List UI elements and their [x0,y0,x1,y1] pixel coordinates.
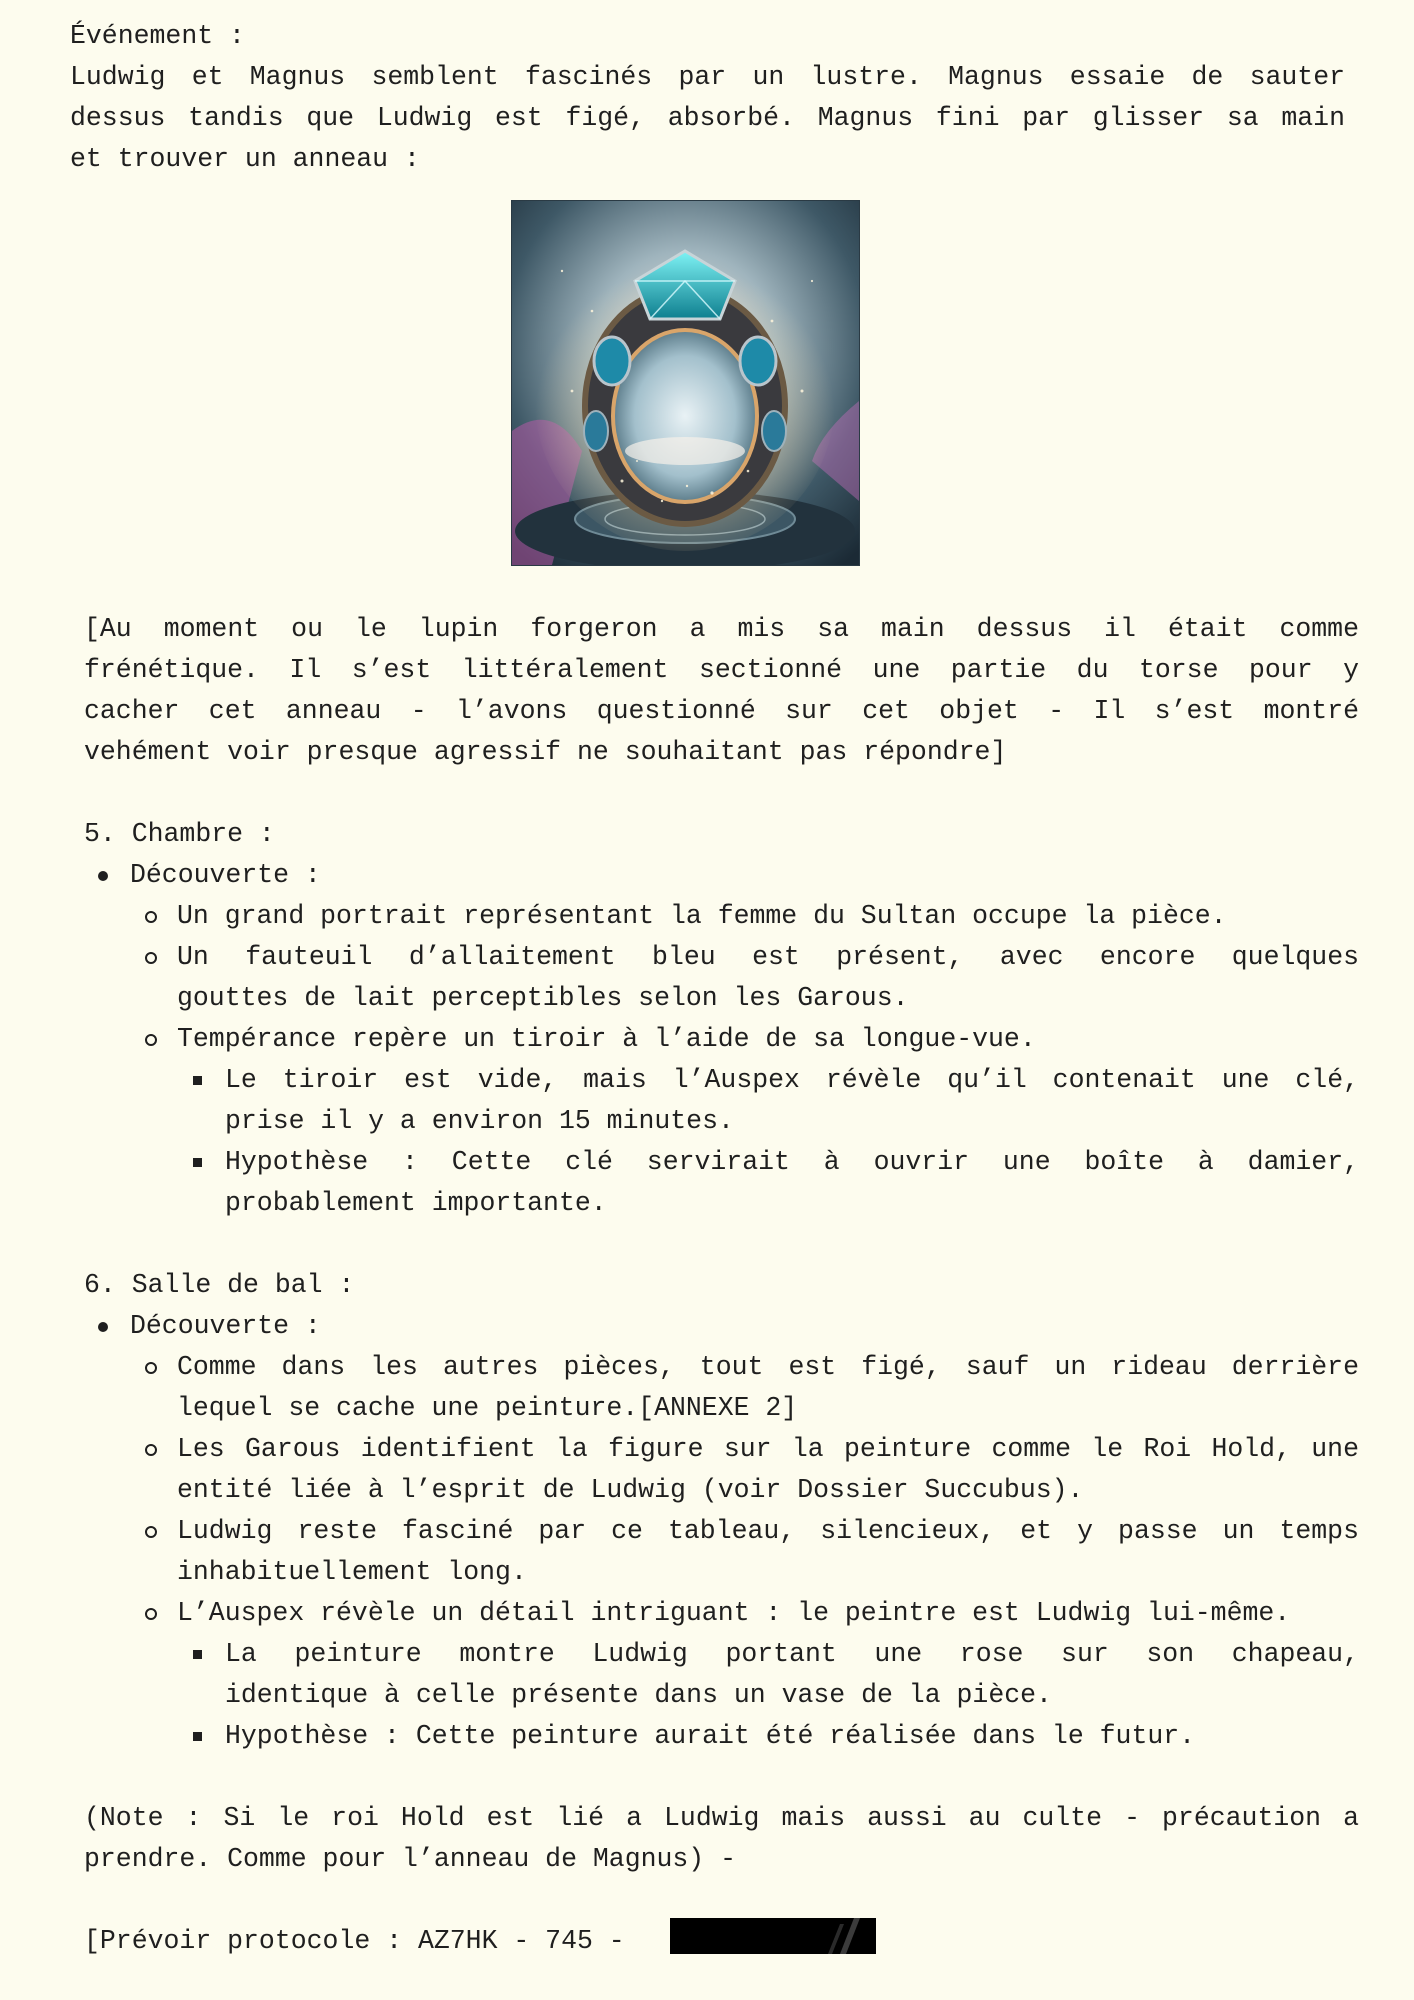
section6-item: Comme dans les autres pièces, tout est figé, sauf un rideau derrière [177,1352,1359,1382]
section5-subitem: prise il y a environ 15 minutes. [225,1106,734,1136]
evenement-line: Ludwig et Magnus semblent fascinés par un lustre. Magnus essaie de sauter [70,62,1345,92]
evenement-line: et trouver un anneau : [70,144,420,174]
circle-bullet-icon [145,1034,157,1046]
section5-item: Un fauteuil d’allaitement bleu est présent, avec encore quelques [177,942,1359,972]
circle-bullet-icon [145,1362,157,1374]
square-bullet-icon [193,1732,202,1741]
evenement-title: Événement : [70,21,245,51]
section6-bullet: Découverte : [130,1311,321,1341]
redaction-bar [670,1918,876,1954]
circle-bullet-icon [145,952,157,964]
section5-subitem: Hypothèse : Cette clé servirait à ouvrir une boîte à damier, [225,1147,1359,1177]
protocol-text: [Prévoir protocole : AZ7HK - 745 - [84,1926,625,1956]
section6-subitem: La peinture montre Ludwig portant une rose sur son chapeau, [225,1639,1359,1669]
square-bullet-icon [193,1650,202,1659]
section6-item: lequel se cache une peinture.[ANNEXE 2] [177,1393,798,1423]
section5-subitem: Le tiroir est vide, mais l’Auspex révèle qu’il contenait une clé, [225,1065,1359,1095]
ring-image [511,200,860,566]
section6-subitem: Hypothèse : Cette peinture aurait été réalisée dans le futur. [225,1721,1196,1751]
bracket-note-line: vehément voir presque agressif ne souhaitant pas répondre] [84,737,1007,767]
section6-item: inhabituellement long. [177,1557,527,1587]
section5-item: Tempérance repère un tiroir à l’aide de sa longue-vue. [177,1024,1036,1054]
evenement-line: dessus tandis que Ludwig est figé, absorbé. Magnus fini par glisser sa main [70,103,1345,133]
square-bullet-icon [193,1076,202,1085]
bracket-note-line: cacher cet anneau - l’avons questionné sur cet objet - Il s’est montré [84,696,1359,726]
bracket-note-line: [Au moment ou le lupin forgeron a mis sa main dessus il était comme [84,614,1359,644]
section5-subitem: probablement importante. [225,1188,607,1218]
square-bullet-icon [193,1158,202,1167]
circle-bullet-icon [145,1608,157,1620]
section5-item: gouttes de lait perceptibles selon les Garous. [177,983,909,1013]
circle-bullet-icon [145,911,157,923]
section6-item: L’Auspex révèle un détail intriguant : le peintre est Ludwig lui-même. [177,1598,1291,1628]
section5-heading: 5. Chambre : [84,819,275,849]
section6-heading: 6. Salle de bal : [84,1270,355,1300]
note-line: prendre. Comme pour l’anneau de Magnus) - [84,1844,737,1874]
disc-bullet-icon [98,1322,108,1332]
section6-item: entité liée à l’esprit de Ludwig (voir Dossier Succubus). [177,1475,1084,1505]
section5-item: Un grand portrait représentant la femme du Sultan occupe la pièce. [177,901,1227,931]
disc-bullet-icon [98,871,108,881]
section6-subitem: identique à celle présente dans un vase de la pièce. [225,1680,1052,1710]
circle-bullet-icon [145,1444,157,1456]
section6-item: Ludwig reste fasciné par ce tableau, silencieux, et y passe un temps [177,1516,1359,1546]
note-line: (Note : Si le roi Hold est lié a Ludwig mais aussi au culte - précaution a [84,1803,1359,1833]
section5-bullet: Découverte : [130,860,321,890]
bracket-note-line: frénétique. Il s’est littéralement sectionné une partie du torse pour y [84,655,1359,685]
circle-bullet-icon [145,1526,157,1538]
section6-item: Les Garous identifient la figure sur la peinture comme le Roi Hold, une [177,1434,1359,1464]
